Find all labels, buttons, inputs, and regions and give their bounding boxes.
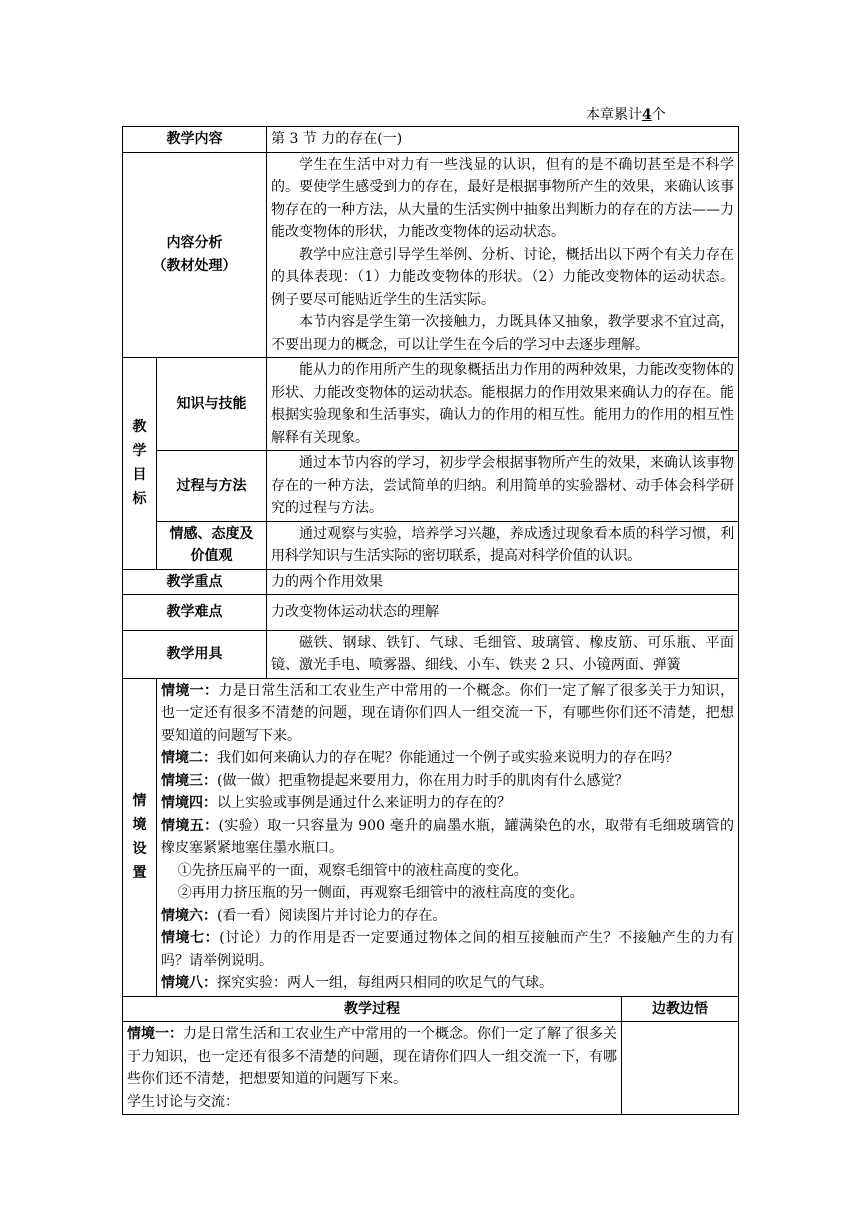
scenario-item xyxy=(161,972,734,995)
tools-value: 磁铁、钢球、铁钉、气球、毛细管、玻璃管、橡皮筋、可乐瓶、平面镜、激光手电、喷雾器、细线、小车、铁夹 2 只、小镜两面、弹簧 xyxy=(271,634,734,673)
row-content xyxy=(123,127,739,153)
scenario-text: ①先挤压扁平的一面，观察毛细管中的液柱高度的变化。 xyxy=(177,862,528,879)
counter-value: 4 xyxy=(642,107,652,123)
scenario-head: 情境三： xyxy=(161,772,217,789)
row-process-body xyxy=(123,1022,739,1115)
scenario-head: 情境四： xyxy=(161,795,217,811)
scenario-item xyxy=(161,792,734,815)
row-tools xyxy=(123,630,739,678)
scenario-item xyxy=(161,860,734,883)
scenario-item xyxy=(161,770,734,793)
process-method-label: 过程与方法 xyxy=(157,451,267,522)
difficulty-value: 力改变物体运动状态的理解 xyxy=(267,595,739,631)
process-method-text: 通过本节内容的学习，初步学会根据事物所产生的效果，来确认该事物存在的一种方法，尝试简单的归纳。利用简单的实验器材、动手体会科学研究的过程与方法。 xyxy=(271,455,734,516)
row-difficulty xyxy=(123,595,739,631)
scenario-item xyxy=(161,747,734,770)
scenario-item xyxy=(161,927,734,972)
notes-cell xyxy=(622,1022,739,1115)
scenario-list xyxy=(157,678,739,996)
scenarios-label-char: 情 xyxy=(132,793,147,809)
scenario-text: (实验）取一只容量为 900 毫升的扁墨水瓶，罐满染色的水，取带有毛细玻璃管的橡皮塞紧紧地塞住墨水瓶口。 xyxy=(161,817,734,856)
discussion-label: 学生讨论与交流： xyxy=(127,1093,239,1110)
emotion-cell xyxy=(267,521,739,569)
process-header: 教学过程 xyxy=(123,996,622,1022)
scenario-item xyxy=(161,882,734,905)
focus-label: 教学重点 xyxy=(123,569,267,595)
process-method-cell xyxy=(267,451,739,522)
row-process-header xyxy=(123,996,739,1022)
emotion-text: 通过观察与实验，培养学习兴趣，养成透过现象看本质的科学习惯，利用科学知识与生活实际的密切联系，提高对科学价值的认识。 xyxy=(271,525,734,564)
scenario-head: 情境六： xyxy=(161,907,217,924)
analysis-paragraph: 学生在生活中对力有一些浅显的认识，但有的是不确切甚至是不科学的。要使学生感受到力的存在，最好是根据事物所产生的效果，来确认该事物存在的一种方法，从大量的生活实例中抽象出判断力的存在的方法——力能改变物体的形状，力能改变物体的运动状态。 xyxy=(271,156,734,240)
scenario-item xyxy=(161,905,734,928)
knowledge-text: 能从力的作用所产生的现象概括出力作用的两种效果，力能改变物体的形状、力能改变物体的运动状态。能根据力的作用效果来确认力的存在。能根据实验现象和生活事实，确认力的作用的相互性。能用力的作用的相互性解释有关现象。 xyxy=(271,362,734,446)
row-goal-process xyxy=(123,451,739,522)
scenario-item xyxy=(161,815,734,860)
scenario-text: (做一做）把重物提起来要用力，你在用力时手的肌肉有什么感觉？ xyxy=(217,772,629,789)
focus-value: 力的两个作用效果 xyxy=(267,569,739,595)
chapter-counter xyxy=(586,104,666,124)
emotion-label xyxy=(157,521,267,569)
scenarios-label-char: 境 xyxy=(132,817,147,833)
scenario-head: 情境七： xyxy=(161,930,220,946)
goals-label-char: 教 xyxy=(132,419,147,436)
scenarios-label-char: 置 xyxy=(132,865,147,881)
scenario-text: 力是日常生活和工农业生产中常用的一个概念。你们一定了解了很多关于力知识，也一定还有很多不清楚的问题，现在请你们四人一组交流一下，有哪些你们还不清楚，把想要知道的问题写下来。 xyxy=(161,682,735,744)
scenario-text: ②再用力挤压瓶的另一侧面，再观察毛细管中的液柱高度的变化。 xyxy=(177,885,584,901)
emotion-label-line2: 价值观 xyxy=(190,548,233,564)
knowledge-cell xyxy=(267,358,739,451)
content-value: 第 3 节 力的存在(一) xyxy=(267,127,739,153)
scenario-head: 情境八： xyxy=(161,975,217,991)
process-scenario-text: 力是日常生活和工农业生产中常用的一个概念。你们一定了解了很多关于力知识，也一定还有很多不清楚的问题，现在请你们四人一组交流一下，有哪些你们还不清楚，把想要知道的问题写下来。 xyxy=(127,1026,617,1087)
process-scenario-head: 情境一： xyxy=(127,1026,183,1042)
scenario-head: 情境五： xyxy=(161,817,219,834)
analysis-label-line1: 内容分析 xyxy=(166,235,223,252)
scenarios-label-char: 设 xyxy=(132,841,147,857)
emotion-label-line1: 情感、态度及 xyxy=(169,526,254,542)
row-focus xyxy=(123,569,739,595)
row-goal-emotion xyxy=(123,521,739,569)
scenario-text: (讨论）力的作用是否一定要通过物体之间的相互接触而产生？不接触产生的力有吗？请举例说明。 xyxy=(161,930,735,969)
tools-label: 教学用具 xyxy=(123,630,267,678)
notes-header: 边教边悟 xyxy=(622,996,739,1022)
scenario-item xyxy=(161,680,734,748)
row-goal-knowledge xyxy=(123,358,739,451)
counter-prefix: 本章累计 xyxy=(586,107,642,123)
tools-cell xyxy=(267,630,739,678)
content-label: 教学内容 xyxy=(123,127,267,153)
scenarios-label xyxy=(123,678,157,996)
scenario-text: 以上实验或事例是通过什么来证明力的存在的？ xyxy=(217,795,511,811)
goals-label-char: 目 xyxy=(132,467,147,484)
process-body xyxy=(123,1022,622,1115)
scenario-head: 情境一： xyxy=(161,682,219,699)
analysis-paragraph: 教学中应注意引导学生举例、分析、讨论，概括出以下两个有关力存在的具体表现：（1）力能改变物体的形状。（2）力能改变物体的运动状态。例子要尽可能贴近学生的生活实际。 xyxy=(271,246,734,308)
analysis-label xyxy=(123,152,267,358)
scenario-text: (看一看）阅读图片并讨论力的存在。 xyxy=(217,907,447,924)
counter-suffix: 个 xyxy=(651,107,666,123)
process-scenario xyxy=(127,1023,617,1091)
scenario-text: 我们如何来确认力的存在呢？你能通过一个例子或实验来说明力的存在吗？ xyxy=(217,750,679,766)
goals-label-char: 学 xyxy=(132,443,147,460)
goals-label xyxy=(123,358,157,570)
analysis-paragraph: 本节内容是学生第一次接触力，力既具体又抽象，教学要求不宜过高，不要出现力的概念，可以让学生在今后的学习中去逐步理解。 xyxy=(271,314,734,353)
scenario-text: 探究实验：两人一组，每组两只相同的吹足气的气球。 xyxy=(217,975,553,991)
scenario-head: 情境二： xyxy=(161,750,217,766)
difficulty-label: 教学难点 xyxy=(123,595,267,631)
lesson-plan-table xyxy=(122,126,739,1115)
row-scenarios xyxy=(123,678,739,996)
row-analysis xyxy=(123,152,739,358)
analysis-text xyxy=(267,152,739,358)
analysis-label-line2: （教材处理） xyxy=(152,257,237,274)
knowledge-label: 知识与技能 xyxy=(157,358,267,451)
goals-label-char: 标 xyxy=(132,491,147,508)
